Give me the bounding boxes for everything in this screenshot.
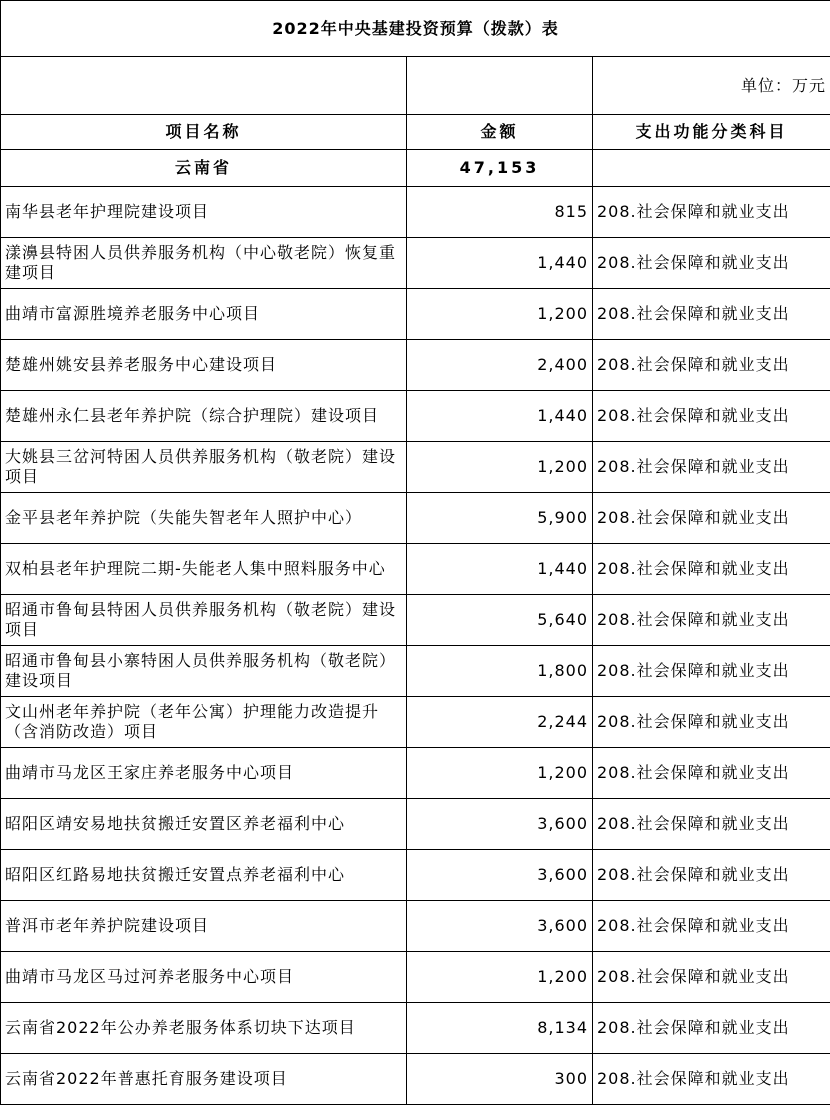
table-row <box>1 799 830 850</box>
category-cell: 208.社会保障和就业支出 <box>593 1003 830 1054</box>
amount-cell: 1,440 <box>407 238 593 289</box>
project-name-cell: 楚雄州永仁县老年养护院（综合护理院）建设项目 <box>1 391 407 442</box>
amount-cell: 1,800 <box>407 646 593 697</box>
amount-cell: 5,640 <box>407 595 593 646</box>
category-cell: 208.社会保障和就业支出 <box>593 544 830 595</box>
province-name: 云南省 <box>1 150 407 187</box>
header-row <box>1 115 830 150</box>
amount-cell: 3,600 <box>407 901 593 952</box>
table-row <box>1 340 830 391</box>
table-row <box>1 1054 830 1105</box>
project-name-cell: 昭阳区靖安易地扶贫搬迁安置区养老福利中心 <box>1 799 407 850</box>
table-row <box>1 1003 830 1054</box>
table-row <box>1 544 830 595</box>
province-amount: 47,153 <box>407 150 593 187</box>
header-category: 支出功能分类科目 <box>593 115 830 150</box>
table-title: 2022年中央基建投资预算（拨款）表 <box>1 1 830 57</box>
table-row <box>1 748 830 799</box>
amount-cell: 2,244 <box>407 697 593 748</box>
title-row <box>1 1 830 57</box>
project-name-cell: 曲靖市富源胜境养老服务中心项目 <box>1 289 407 340</box>
category-cell: 208.社会保障和就业支出 <box>593 850 830 901</box>
project-name-cell: 云南省2022年公办养老服务体系切块下达项目 <box>1 1003 407 1054</box>
project-name-cell: 昭阳区红路易地扶贫搬迁安置点养老福利中心 <box>1 850 407 901</box>
table-row <box>1 391 830 442</box>
amount-cell: 300 <box>407 1054 593 1105</box>
table-row <box>1 646 830 697</box>
category-cell: 208.社会保障和就业支出 <box>593 748 830 799</box>
project-name-cell: 普洱市老年养护院建设项目 <box>1 901 407 952</box>
table-row <box>1 595 830 646</box>
amount-cell: 1,200 <box>407 289 593 340</box>
project-name-cell: 南华县老年护理院建设项目 <box>1 187 407 238</box>
header-amount: 金额 <box>407 115 593 150</box>
category-cell: 208.社会保障和就业支出 <box>593 289 830 340</box>
project-name-cell: 金平县老年养护院（失能失智老年人照护中心） <box>1 493 407 544</box>
table-row <box>1 697 830 748</box>
header-name: 项目名称 <box>1 115 407 150</box>
project-name-cell: 大姚县三岔河特困人员供养服务机构（敬老院）建设项目 <box>1 442 407 493</box>
category-cell: 208.社会保障和就业支出 <box>593 187 830 238</box>
table-row <box>1 289 830 340</box>
amount-cell: 1,200 <box>407 442 593 493</box>
amount-cell: 1,440 <box>407 544 593 595</box>
project-name-cell: 漾濞县特困人员供养服务机构（中心敬老院）恢复重建项目 <box>1 238 407 289</box>
project-name-cell: 双柏县老年护理院二期-失能老人集中照料服务中心 <box>1 544 407 595</box>
amount-cell: 2,400 <box>407 340 593 391</box>
table-row <box>1 238 830 289</box>
table-row <box>1 493 830 544</box>
amount-cell: 1,440 <box>407 391 593 442</box>
category-cell: 208.社会保障和就业支出 <box>593 1054 830 1105</box>
blank-cell <box>1 57 407 115</box>
table-row <box>1 952 830 1003</box>
unit-label: 单位：万元 <box>593 57 830 115</box>
province-row <box>1 150 830 187</box>
amount-cell: 815 <box>407 187 593 238</box>
amount-cell: 3,600 <box>407 850 593 901</box>
table-row <box>1 901 830 952</box>
category-cell: 208.社会保障和就业支出 <box>593 238 830 289</box>
amount-cell: 1,200 <box>407 748 593 799</box>
province-category <box>593 150 830 187</box>
category-cell: 208.社会保障和就业支出 <box>593 493 830 544</box>
category-cell: 208.社会保障和就业支出 <box>593 799 830 850</box>
project-name-cell: 云南省2022年普惠托育服务建设项目 <box>1 1054 407 1105</box>
table-row <box>1 187 830 238</box>
amount-cell: 5,900 <box>407 493 593 544</box>
project-name-cell: 曲靖市马龙区马过河养老服务中心项目 <box>1 952 407 1003</box>
category-cell: 208.社会保障和就业支出 <box>593 901 830 952</box>
table-row <box>1 442 830 493</box>
category-cell: 208.社会保障和就业支出 <box>593 340 830 391</box>
project-name-cell: 楚雄州姚安县养老服务中心建设项目 <box>1 340 407 391</box>
amount-cell: 8,134 <box>407 1003 593 1054</box>
amount-cell: 1,200 <box>407 952 593 1003</box>
category-cell: 208.社会保障和就业支出 <box>593 442 830 493</box>
category-cell: 208.社会保障和就业支出 <box>593 952 830 1003</box>
category-cell: 208.社会保障和就业支出 <box>593 595 830 646</box>
blank-cell <box>407 57 593 115</box>
project-name-cell: 昭通市鲁甸县小寨特困人员供养服务机构（敬老院）建设项目 <box>1 646 407 697</box>
category-cell: 208.社会保障和就业支出 <box>593 697 830 748</box>
unit-row <box>1 57 830 115</box>
project-name-cell: 昭通市鲁甸县特困人员供养服务机构（敬老院）建设项目 <box>1 595 407 646</box>
table-row <box>1 850 830 901</box>
project-name-cell: 文山州老年养护院（老年公寓）护理能力改造提升（含消防改造）项目 <box>1 697 407 748</box>
project-name-cell: 曲靖市马龙区王家庄养老服务中心项目 <box>1 748 407 799</box>
amount-cell: 3,600 <box>407 799 593 850</box>
category-cell: 208.社会保障和就业支出 <box>593 391 830 442</box>
category-cell: 208.社会保障和就业支出 <box>593 646 830 697</box>
